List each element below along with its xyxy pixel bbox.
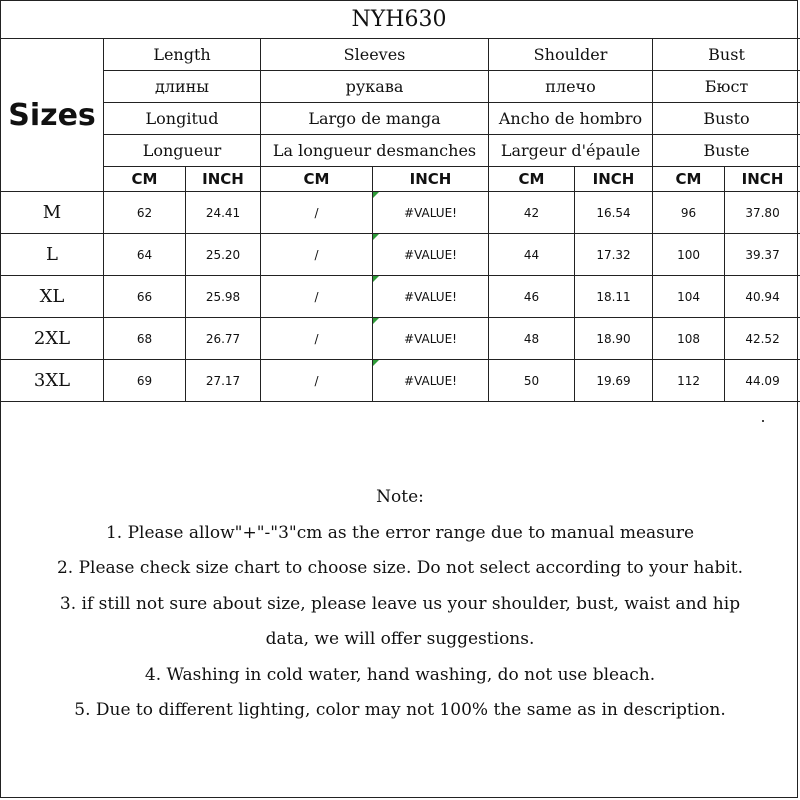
shoulder-header: Shoulder <box>489 39 653 71</box>
header-row-english <box>1 39 800 71</box>
unit-row <box>1 167 800 192</box>
table-cell: 18.90 <box>575 318 653 360</box>
bust-header: Buste <box>653 135 800 167</box>
note-line: data, we will offer suggestions. <box>265 629 535 649</box>
table-cell: 48 <box>489 318 575 360</box>
table-cell: / <box>261 192 373 234</box>
unit-cell: INCH <box>373 167 489 192</box>
sleeves-header: La longueur desmanches <box>261 135 489 167</box>
table-cell: 42 <box>489 192 575 234</box>
shoulder-header: плечо <box>489 71 653 103</box>
table-row <box>1 234 800 276</box>
table-cell: #VALUE! <box>373 318 489 360</box>
notes-section <box>0 480 800 729</box>
bust-header: Бюст <box>653 71 800 103</box>
table-cell: 17.32 <box>575 234 653 276</box>
size-name: 2XL <box>1 318 104 360</box>
unit-cell: CM <box>489 167 575 192</box>
table-cell: 69 <box>104 360 186 402</box>
note-heading: Note: <box>376 487 424 507</box>
shoulder-header: Largeur d'épaule <box>489 135 653 167</box>
table-cell: 27.17 <box>186 360 261 402</box>
table-cell: 37.80 <box>725 192 800 234</box>
unit-cell: INCH <box>575 167 653 192</box>
header-row-french <box>1 135 800 167</box>
table-cell: 25.98 <box>186 276 261 318</box>
note-line: 4. Washing in cold water, hand washing, do not use bleach. <box>144 664 656 685</box>
note-line: 5. Due to different lighting, color may not 100% the same as in description. <box>74 700 726 720</box>
sleeves-header: Largo de manga <box>261 103 489 135</box>
table-cell: 44.09 <box>725 360 800 402</box>
size-name: M <box>1 192 104 234</box>
header-row-russian <box>1 71 800 103</box>
unit-cell: INCH <box>186 167 261 192</box>
table-cell: 112 <box>653 360 725 402</box>
table-cell: 24.41 <box>186 192 261 234</box>
table-cell: / <box>261 276 373 318</box>
product-code-title: NYH630 <box>0 0 798 39</box>
table-cell: #VALUE! <box>373 234 489 276</box>
table-row <box>1 318 800 360</box>
note-line: 1. Please allow"+"-"3"cm as the error range due to manual measure <box>105 522 695 543</box>
unit-cell: CM <box>653 167 725 192</box>
size-name: L <box>1 234 104 276</box>
stray-dot <box>762 420 764 422</box>
table-row <box>1 360 800 402</box>
length-header: Longueur <box>104 135 261 167</box>
sleeves-header: Sleeves <box>261 39 489 71</box>
size-table <box>0 38 800 402</box>
table-cell: 50 <box>489 360 575 402</box>
table-cell: 16.54 <box>575 192 653 234</box>
table-cell: / <box>261 234 373 276</box>
table-cell: 26.77 <box>186 318 261 360</box>
length-header: длины <box>104 71 261 103</box>
sleeves-header: рукава <box>261 71 489 103</box>
bust-header: Bust <box>653 39 800 71</box>
bust-header: Busto <box>653 103 800 135</box>
unit-cell: INCH <box>725 167 800 192</box>
unit-cell: CM <box>261 167 373 192</box>
table-cell: #VALUE! <box>373 192 489 234</box>
shoulder-header: Ancho de hombro <box>489 103 653 135</box>
length-header: Length <box>104 39 261 71</box>
table-cell: 18.11 <box>575 276 653 318</box>
note-line: 2. Please check size chart to choose size. Do not select according to your habit. <box>56 558 744 578</box>
table-cell: 62 <box>104 192 186 234</box>
table-cell: / <box>261 318 373 360</box>
table-cell: / <box>261 360 373 402</box>
header-row-spanish <box>1 103 800 135</box>
table-cell: 68 <box>104 318 186 360</box>
table-cell: 108 <box>653 318 725 360</box>
note-line: 3. if still not sure about size, please leave us your shoulder, bust, waist and hip <box>59 593 741 614</box>
unit-cell: CM <box>104 167 186 192</box>
table-cell: #VALUE! <box>373 276 489 318</box>
table-cell: 42.52 <box>725 318 800 360</box>
length-header: Longitud <box>104 103 261 135</box>
sizes-label: Sizes <box>1 39 104 192</box>
table-cell: 46 <box>489 276 575 318</box>
table-cell: 96 <box>653 192 725 234</box>
table-cell: 104 <box>653 276 725 318</box>
table-cell: 66 <box>104 276 186 318</box>
size-name: 3XL <box>1 360 104 402</box>
table-cell: 64 <box>104 234 186 276</box>
table-row <box>1 192 800 234</box>
table-cell: 100 <box>653 234 725 276</box>
size-name: XL <box>1 276 104 318</box>
table-row <box>1 276 800 318</box>
table-cell: 19.69 <box>575 360 653 402</box>
table-cell: #VALUE! <box>373 360 489 402</box>
table-cell: 44 <box>489 234 575 276</box>
table-cell: 39.37 <box>725 234 800 276</box>
table-cell: 25.20 <box>186 234 261 276</box>
table-cell: 40.94 <box>725 276 800 318</box>
